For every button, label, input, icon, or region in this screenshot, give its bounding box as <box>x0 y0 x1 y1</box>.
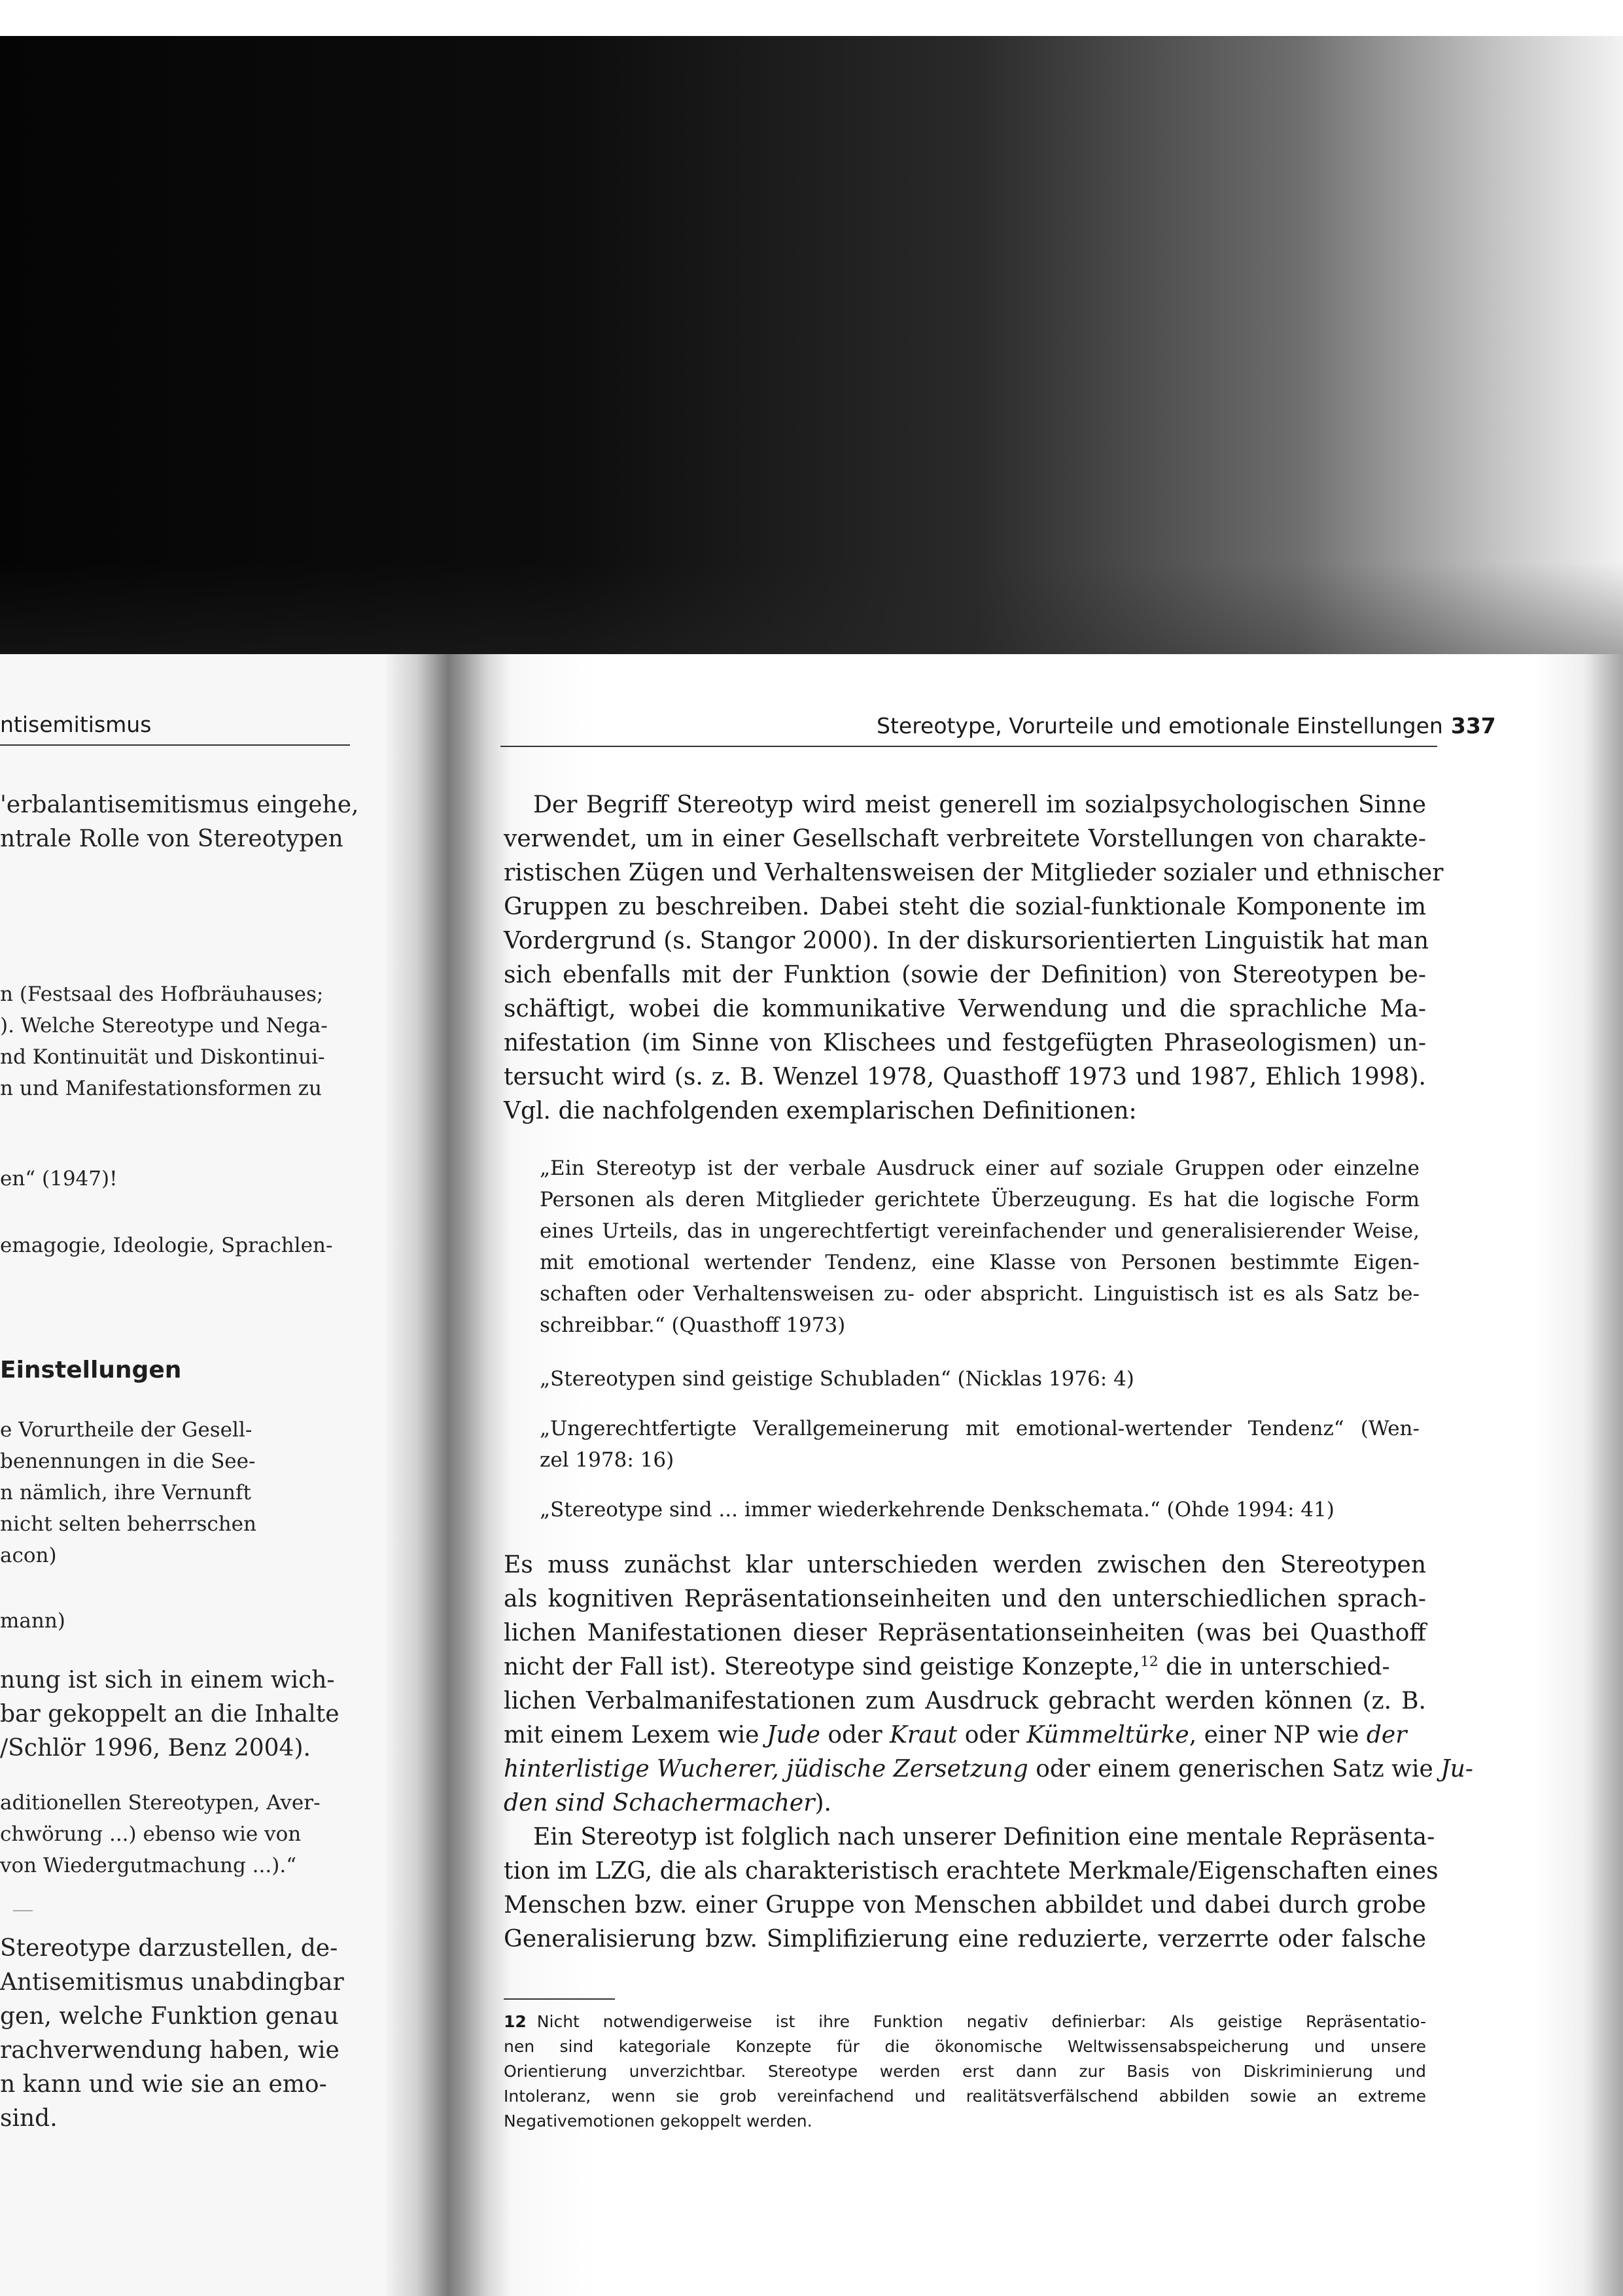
left-text-line: emagogie, Ideologie, Sprachlen- <box>0 1234 333 1257</box>
running-head <box>877 713 1496 739</box>
body-line: nifestation (im Sinne von Klischees und festgefügten Phraseologismen) un- <box>504 1030 1426 1056</box>
body-text: nicht der Fall ist). Stereotype sind geistige Konzepte, <box>504 1654 1141 1680</box>
body-line: Menschen bzw. einer Gruppe von Menschen abbildet und dabei durch grobe <box>504 1892 1426 1919</box>
left-text-line: n (Festsaal des Hofbräuhauses; <box>0 983 324 1006</box>
footnote-line: Intoleranz, wenn sie grob vereinfachend und realitätsverfälschend abbilden sowie an extreme <box>504 2087 1426 2106</box>
left-quote-line: nicht selten beherrschen <box>0 1512 256 1536</box>
page-number: 337 <box>1450 713 1496 739</box>
left-text-line: aditionellen Stereotypen, Aver- <box>0 1791 321 1815</box>
left-running-head: ntisemitismus <box>0 712 152 737</box>
body-line: Ein Stereotyp ist folglich nach unserer Definition eine mentale Repräsenta- <box>533 1824 1435 1851</box>
body-line: Der Begriff Stereotyp wird meist generell im sozialpsychologischen Sinne <box>533 791 1426 818</box>
body-line <box>504 1722 1426 1748</box>
left-quote-line: acon) <box>0 1544 57 1567</box>
body-text: oder einem generischen Satz wie <box>1028 1756 1441 1783</box>
body-line <box>504 1756 1473 1783</box>
body-line <box>504 1654 1426 1680</box>
body-line: schäftigt, wobei die kommunikative Verwendung und die sprachliche Ma- <box>504 996 1426 1022</box>
body-line: Vordergrund (s. Stangor 2000). In der diskursorientierten Linguistik hat man <box>504 928 1429 954</box>
quote-line: mit emotional wertender Tendenz, eine Klasse von Personen bestimmte Eigen- <box>540 1251 1420 1274</box>
body-line <box>504 1790 1426 1817</box>
body-line: lichen Manifestationen dieser Repräsentationseinheiten (was bei Quasthoff <box>504 1620 1426 1646</box>
footnote-rule <box>504 1998 615 2000</box>
quote-line: „Stereotype sind ... immer wiederkehrende Denkschemata.“ (Ohde 1994: 41) <box>540 1498 1335 1522</box>
body-line: lichen Verbalmanifestationen zum Ausdruck gebracht werden können (z. B. <box>504 1688 1426 1714</box>
footnote-line <box>504 2012 1426 2031</box>
footnote-line: Negativemotionen gekoppelt werden. <box>504 2112 812 2131</box>
footnote-line: Orientierung unverzichtbar. Stereotype werden erst dann zur Basis von Diskriminierung und <box>504 2062 1426 2081</box>
left-text-line: /Schlör 1996, Benz 2004). <box>0 1735 311 1762</box>
quote-line: schreibbar.“ (Quasthoff 1973) <box>540 1313 846 1337</box>
left-text-line: bar gekoppelt an die Inhalte <box>0 1701 340 1728</box>
quote-line: „Ungerechtfertigte Verallgemeinerung mit emotional-wertender Tendenz“ (Wen- <box>540 1417 1420 1440</box>
left-text-line: mann) <box>0 1609 65 1633</box>
left-section-heading: Einstellungen <box>0 1357 182 1383</box>
left-text-line: gen, welche Funktion genau <box>0 2003 339 2030</box>
body-text-italic: Ju- <box>1440 1756 1473 1783</box>
left-quote-line: benennungen in die See- <box>0 1450 256 1473</box>
body-line: verwendet, um in einer Gesellschaft verbreitete Vorstellungen von charakte- <box>504 826 1426 852</box>
left-text-line: sind. <box>0 2105 58 2132</box>
left-quote-line: e Vorurtheile der Gesell- <box>0 1418 253 1442</box>
body-line: Vgl. die nachfolgenden exemplarischen Definitionen: <box>504 1098 1137 1124</box>
body-text: ). <box>814 1790 831 1817</box>
footnote-number: 12 <box>504 2012 527 2031</box>
left-quote-line: n nämlich, ihre Vernunft <box>0 1481 251 1505</box>
body-line: ristischen Zügen und Verhaltensweisen der Mitglieder sozialer und ethnischer <box>504 860 1444 886</box>
left-text-line: n und Manifestationsformen zu <box>0 1077 322 1100</box>
scan-shadow-fade <box>0 563 1623 657</box>
quote-line: zel 1978: 16) <box>540 1448 674 1472</box>
body-line: sich ebenfalls mit der Funktion (sowie der Definition) von Stereotypen be- <box>504 962 1426 988</box>
body-line: tersucht wird (s. z. B. Wenzel 1978, Quasthoff 1973 und 1987, Ehlich 1998). <box>504 1064 1426 1090</box>
quote-line: „Ein Stereotyp ist der verbale Ausdruck einer auf soziale Gruppen oder einzelne <box>540 1157 1420 1180</box>
body-text: , einer NP wie <box>1189 1722 1367 1748</box>
body-text-italic: der <box>1366 1722 1407 1748</box>
body-line: Gruppen zu beschreiben. Dabei steht die sozial-funktionale Komponente im <box>504 894 1426 920</box>
body-text-italic: Kraut <box>890 1722 958 1748</box>
quote-line: Personen als deren Mitglieder gerichtete Überzeugung. Es hat die logische Form <box>540 1188 1420 1211</box>
left-text-line: rachverwendung haben, wie <box>0 2037 340 2064</box>
left-text-line: ntrale Rolle von Stereotypen <box>0 826 343 852</box>
left-text-line: n kann und wie sie an emo- <box>0 2071 327 2098</box>
footnote-ref: 12 <box>1140 1654 1159 1670</box>
body-text-italic: Jude <box>766 1722 820 1748</box>
body-text-italic: den sind Schachermacher <box>504 1790 815 1817</box>
book-gutter <box>386 654 510 2296</box>
running-head-title: Stereotype, Vorurteile und emotionale Einstellungen <box>877 713 1443 739</box>
body-text-italic: hinterlistige Wucherer, jüdische Zersetzung <box>504 1756 1028 1783</box>
body-text: mit einem Lexem wie <box>504 1722 767 1748</box>
header-rule <box>500 746 1437 747</box>
body-line: Es muss zunächst klar unterschieden werden zwischen den Stereotypen <box>504 1552 1426 1578</box>
body-line: tion im LZG, die als charakteristisch erachtete Merkmale/Eigenschaften eines <box>504 1858 1439 1885</box>
quote-line: schaften oder Verhaltensweisen zu- oder abspricht. Linguistisch ist es als Satz be- <box>540 1282 1420 1306</box>
body-line: als kognitiven Repräsentationseinheiten und den unterschiedlichen sprach- <box>504 1586 1426 1612</box>
left-text-line: chwörung ...) ebenso wie von <box>0 1822 302 1846</box>
body-line: Generalisierung bzw. Simplifizierung eine reduzierte, verzerrte oder falsche <box>504 1926 1426 1953</box>
left-separator <box>13 1910 33 1911</box>
left-text-line: ). Welche Stereotype und Nega- <box>0 1014 328 1037</box>
left-text-line: 'erbalantisemitismus eingehe, <box>0 791 359 818</box>
body-text-italic: Kümmeltürke <box>1026 1722 1189 1748</box>
body-text: oder <box>820 1722 890 1748</box>
left-text-line: von Wiedergutmachung ...).“ <box>0 1854 297 1877</box>
footnote-line: nen sind kategoriale Konzepte für die ökonomische Weltwissensabspeicherung und unsere <box>504 2037 1426 2056</box>
left-text-line: nd Kontinuität und Diskontinui- <box>0 1045 325 1069</box>
quote-line: „Stereotypen sind geistige Schubladen“ (Nicklas 1976: 4) <box>540 1367 1134 1391</box>
left-text-line: nung ist sich in einem wich- <box>0 1667 335 1694</box>
left-text-line: Antisemitismus unabdingbar <box>0 1969 344 1996</box>
body-text: oder <box>957 1722 1027 1748</box>
left-text-line: Stereotype darzustellen, de- <box>0 1935 338 1962</box>
footnote-text: Nicht notwendigerweise ist ihre Funktion negativ definierbar: Als geistige Repräsentatio- <box>536 2012 1426 2031</box>
left-text-line: en“ (1947)! <box>0 1167 118 1191</box>
left-header-rule <box>0 744 350 746</box>
page-edge-shadow <box>1583 654 1623 2296</box>
body-text: die in unterschied- <box>1158 1654 1390 1680</box>
quote-line: eines Urteils, das in ungerechtfertigt vereinfachender und generalisierender Weise, <box>540 1219 1420 1243</box>
